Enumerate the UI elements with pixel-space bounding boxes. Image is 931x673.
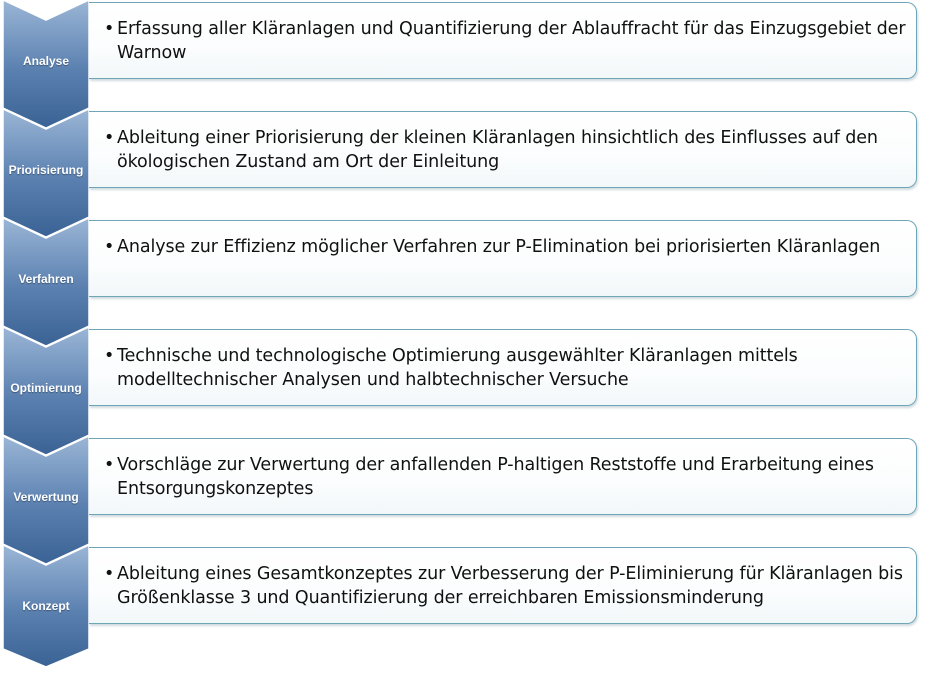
bullet-icon: •	[104, 128, 115, 148]
step-description-box	[89, 111, 917, 188]
step-description-box	[89, 2, 917, 79]
process-step	[0, 327, 931, 436]
step-description	[104, 344, 908, 392]
step-label: Konzept	[22, 599, 70, 613]
step-label: Verfahren	[18, 272, 74, 286]
step-label: Analyse	[22, 54, 70, 68]
step-description-box	[89, 438, 917, 515]
step-chevron	[3, 545, 89, 673]
step-description-text: Ableitung eines Gesamtkonzeptes zur Verbesserung der P-Eliminierung für Kläranlagen bis Größenklasse 3 und Quantifizierung der erreichbaren Emissionsminderung	[117, 564, 903, 608]
process-step	[0, 218, 931, 327]
step-label: Optimierung	[10, 381, 82, 395]
step-description-box	[89, 220, 917, 297]
step-label: Verwertung	[13, 490, 79, 504]
step-description	[104, 562, 908, 610]
bullet-icon: •	[104, 346, 115, 366]
process-step	[0, 109, 931, 218]
bullet-icon: •	[104, 455, 115, 475]
process-step	[0, 545, 931, 654]
step-description-text: Technische und technologische Optimierung ausgewählter Kläranlagen mittels modelltechnischer Analysen und halbtechnischer Versuche	[117, 346, 798, 390]
step-description-text: Vorschläge zur Verwertung der anfallenden P-haltigen Reststoffe und Erarbeitung eines Entsorgungskonzeptes	[117, 455, 874, 499]
process-step	[0, 0, 931, 109]
step-description	[104, 453, 908, 501]
step-description-text: Erfassung aller Kläranlagen und Quantifizierung der Ablauffracht für das Einzugsgebiet der Warnow	[117, 19, 906, 63]
step-description-text: Analyse zur Effizienz möglicher Verfahren zur P-Elimination bei priorisierten Kläranlagen	[117, 237, 881, 257]
bullet-icon: •	[104, 19, 115, 39]
bullet-icon: •	[104, 564, 115, 584]
step-description-box	[89, 547, 917, 624]
bullet-icon: •	[104, 237, 115, 257]
step-description-box	[89, 329, 917, 406]
process-step	[0, 436, 931, 545]
step-description	[104, 235, 908, 259]
step-label: Priorisierung	[8, 163, 84, 177]
step-description-text: Ableitung einer Priorisierung der kleinen Kläranlagen hinsichtlich des Einflusses auf den ökologischen Zustand am Ort der Einleitung	[117, 128, 878, 172]
step-description	[104, 17, 908, 65]
step-description	[104, 126, 908, 174]
